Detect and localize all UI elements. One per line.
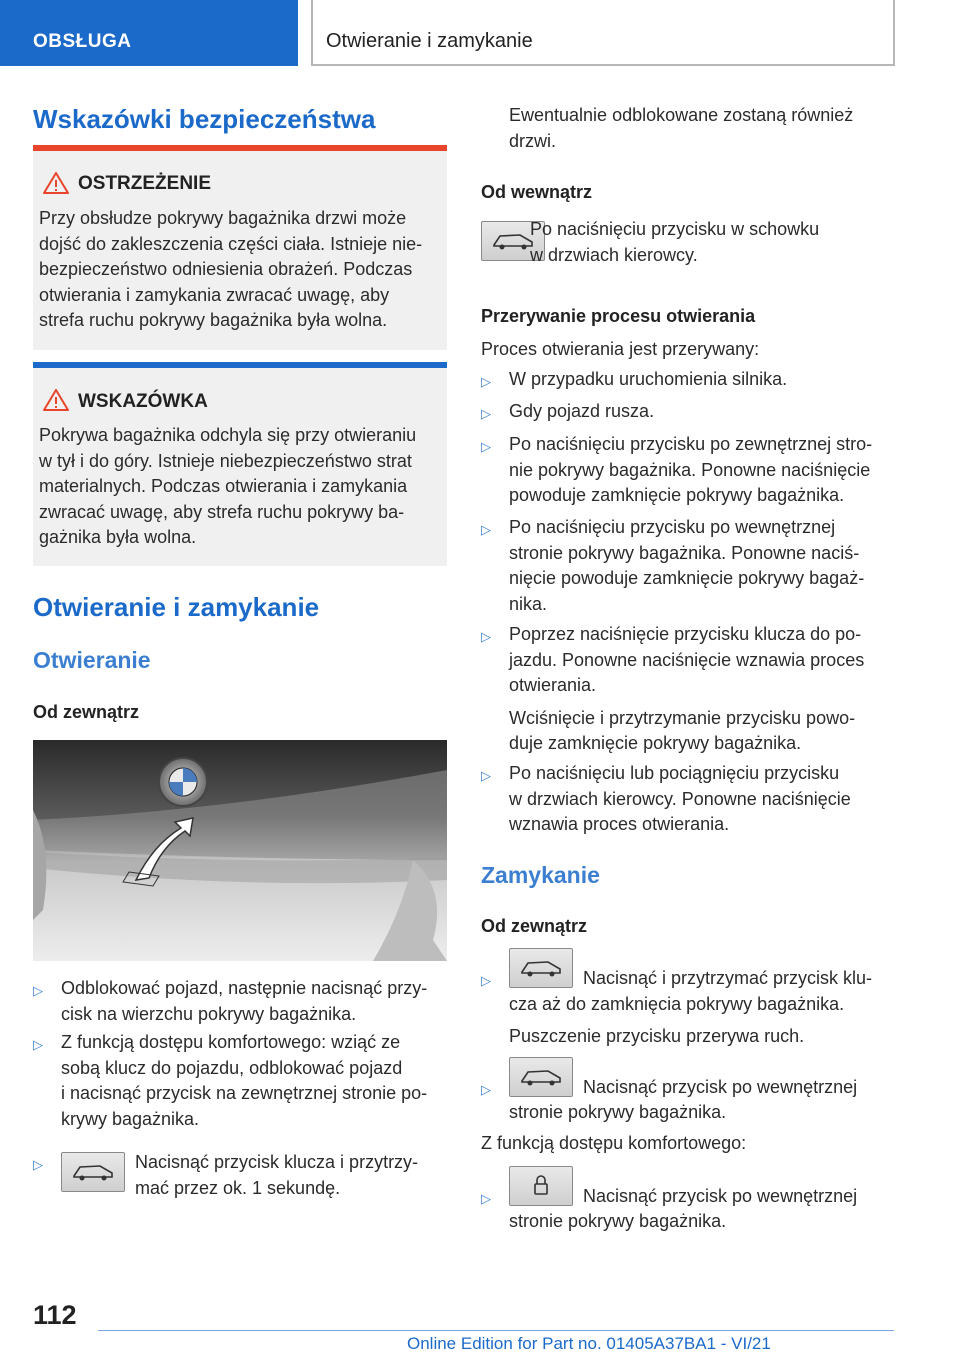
- list-item: [481, 432, 895, 509]
- text-line: wznawia proces otwierania.: [509, 814, 730, 834]
- opening-subheading: Otwieranie: [33, 647, 151, 673]
- section-tab: OBSŁUGA: [0, 0, 298, 66]
- text-line: nie pokrywy bagażnika. Ponowne naciśnięcie: [509, 459, 871, 480]
- open-close-heading: Otwieranie i zamykanie: [33, 592, 320, 622]
- chapter-tab: Otwieranie i zamykanie: [311, 0, 895, 66]
- text-line: Wciśnięcie i przytrzymanie przycisku powo-: [509, 707, 856, 728]
- text-line: powoduje zamknięcie pokrywy bagażnika.: [509, 485, 845, 505]
- notice-text: [39, 423, 443, 551]
- text-line: zwracać uwagę, aby strefa ruchu pokrywy ba-: [39, 501, 405, 522]
- text-line: cisk na wierzchu pokrywy bagażnika.: [61, 1003, 357, 1024]
- text-line: stronie pokrywy bagażnika.: [509, 1211, 727, 1231]
- text-line: w drzwiach kierowcy. Ponowne naciśnięcie: [509, 788, 851, 809]
- closing-subheading: Zamykanie: [481, 862, 600, 888]
- warning-triangle-icon: [43, 172, 69, 194]
- list-item: [481, 622, 895, 757]
- text-line: Z funkcją dostępu komfortowego: wziąć ze: [61, 1032, 401, 1052]
- text-line: Pokrywa bagażnika odchyla się przy otwieraniu: [39, 425, 417, 445]
- bullet-marker-icon: ▷: [481, 1082, 491, 1097]
- trunk-key-icon: [509, 948, 573, 988]
- lock-button-icon: [509, 1166, 573, 1206]
- bullet-marker-icon: ▷: [481, 439, 491, 454]
- notice-accent-bar: [33, 362, 447, 368]
- edition-note: Online Edition for Part no. 01405A37BA1 - VI/21: [407, 1334, 771, 1353]
- list-item: [481, 399, 895, 425]
- bullet-marker-icon: ▷: [481, 1191, 491, 1206]
- bullet-marker-icon: ▷: [33, 983, 43, 998]
- warning-box: [33, 145, 447, 350]
- text-line: Nacisnąć i przytrzymać przycisk klu-: [583, 968, 873, 988]
- text-line: materialnych. Podczas otwierania i zamykania: [39, 476, 408, 496]
- list-item: [33, 976, 447, 1027]
- text-line: Nacisnąć przycisk klucza i przytrzy-: [135, 1152, 419, 1172]
- text-line: duje zamknięcie pokrywy bagażnika.: [509, 733, 802, 753]
- notice-box: [33, 362, 447, 566]
- notice-label: WSKAZÓWKA: [78, 391, 208, 412]
- list-item: [481, 1057, 895, 1127]
- text-line: jazdu. Ponowne naciśnięcie wznawia proces: [509, 649, 865, 670]
- text-line: Po naciśnięciu lub pociągnięciu przycisku: [509, 763, 840, 783]
- list-item: [481, 367, 895, 393]
- list-item: [481, 948, 895, 1058]
- text-line: Przy obsłudze pokrywy bagażnika drzwi może: [39, 208, 407, 228]
- text-line: Gdy pojazd rusza.: [509, 401, 655, 421]
- text-line: stronie pokrywy bagażnika.: [509, 1102, 727, 1122]
- close-from-outside-heading: Od zewnątrz: [481, 916, 588, 936]
- text-line: dojść do zakleszczenia części ciała. Istnieje nie-: [39, 233, 423, 254]
- bullet-marker-icon: ▷: [33, 1037, 43, 1052]
- text-line: Po naciśnięciu przycisku po zewnętrznej stro-: [509, 434, 873, 454]
- comfort-access-label: Z funkcją dostępu komfortowego:: [481, 1133, 747, 1153]
- trunk-key-icon: [509, 1057, 573, 1097]
- list-item: [481, 761, 895, 838]
- warning-triangle-icon: [43, 389, 69, 411]
- list-item: [33, 1030, 447, 1132]
- list-item: [481, 515, 895, 617]
- text-line: krywy bagażnika.: [61, 1108, 200, 1129]
- text-line: W przypadku uruchomienia silnika.: [509, 369, 788, 389]
- trunk-key-icon: [61, 1152, 125, 1192]
- trunk-button-photo: [33, 740, 447, 961]
- text-line: Poprzez naciśnięcie przycisku klucza do po-: [509, 624, 862, 644]
- bullet-marker-icon: ▷: [481, 973, 491, 988]
- interrupt-heading: Przerywanie procesu otwierania: [481, 306, 756, 326]
- warning-accent-bar: [33, 145, 447, 151]
- warning-label: OSTRZEŻENIE: [78, 173, 212, 194]
- text-line: Po naciśnięciu przycisku w schowku: [530, 219, 820, 239]
- bullet-marker-icon: ▷: [481, 629, 491, 644]
- text-line: bezpieczeństwo odniesienia obrażeń. Podczas: [39, 259, 413, 279]
- text-line: otwierania i zamykania zwracać uwagę, aby: [39, 284, 390, 305]
- from-inside-heading: Od wewnątrz: [481, 182, 593, 202]
- list-item: [33, 1150, 447, 1202]
- text-line: Puszczenie przycisku przerywa ruch.: [509, 1026, 805, 1046]
- text-line: Nacisnąć przycisk po wewnętrznej: [583, 1077, 858, 1097]
- text-line: strefa ruchu pokrywy bagażnika była wolna.: [39, 310, 388, 330]
- bullet-marker-icon: ▷: [481, 374, 491, 389]
- text-line: Ewentualnie odblokowane zostaną również: [509, 105, 854, 125]
- text-line: gażnika była wolna.: [39, 527, 197, 547]
- footer-divider: [98, 1330, 894, 1331]
- text-line: sobą klucz do pojazdu, odblokować pojazd: [61, 1057, 403, 1078]
- inside-paragraph: [530, 217, 895, 268]
- text-line: Odblokować pojazd, następnie nacisnąć przy-: [61, 978, 428, 998]
- text-line: i nacisnąć przycisk na zewnętrznej stronie po-: [61, 1083, 428, 1103]
- text-line: nika.: [509, 593, 548, 614]
- text-line: w drzwiach kierowcy.: [530, 244, 698, 265]
- bullet-marker-icon: ▷: [481, 406, 491, 421]
- text-line: drzwi.: [509, 130, 557, 151]
- text-line: stronie pokrywy bagażnika. Ponowne naciś-: [509, 542, 860, 563]
- text-line: nięcie powoduje zamknięcie pokrywy bagaż-: [509, 568, 865, 588]
- text-line: cza aż do zamknięcia pokrywy bagażnika.: [509, 994, 845, 1014]
- text-line: w tył i do góry. Istnieje niebezpieczeństwo strat: [39, 450, 412, 471]
- page-number: 112: [33, 1300, 77, 1330]
- interrupt-intro: Proces otwierania jest przerywany:: [481, 339, 760, 359]
- text-line: Nacisnąć przycisk po wewnętrznej: [583, 1186, 858, 1206]
- list-item: [481, 1166, 895, 1236]
- from-outside-heading: Od zewnątrz: [33, 702, 140, 722]
- text-line: mać przez ok. 1 sekundę.: [135, 1177, 341, 1198]
- continued-paragraph: [509, 103, 895, 154]
- safety-heading: Wskazówki bezpieczeństwa: [33, 104, 376, 134]
- text-line: otwierania.: [509, 675, 597, 695]
- text-line: Po naciśnięciu przycisku po wewnętrznej: [509, 517, 836, 537]
- warning-text: [39, 206, 443, 334]
- bullet-marker-icon: ▷: [481, 522, 491, 537]
- bullet-marker-icon: ▷: [33, 1157, 43, 1172]
- bullet-marker-icon: ▷: [481, 768, 491, 783]
- page-header: [0, 0, 960, 66]
